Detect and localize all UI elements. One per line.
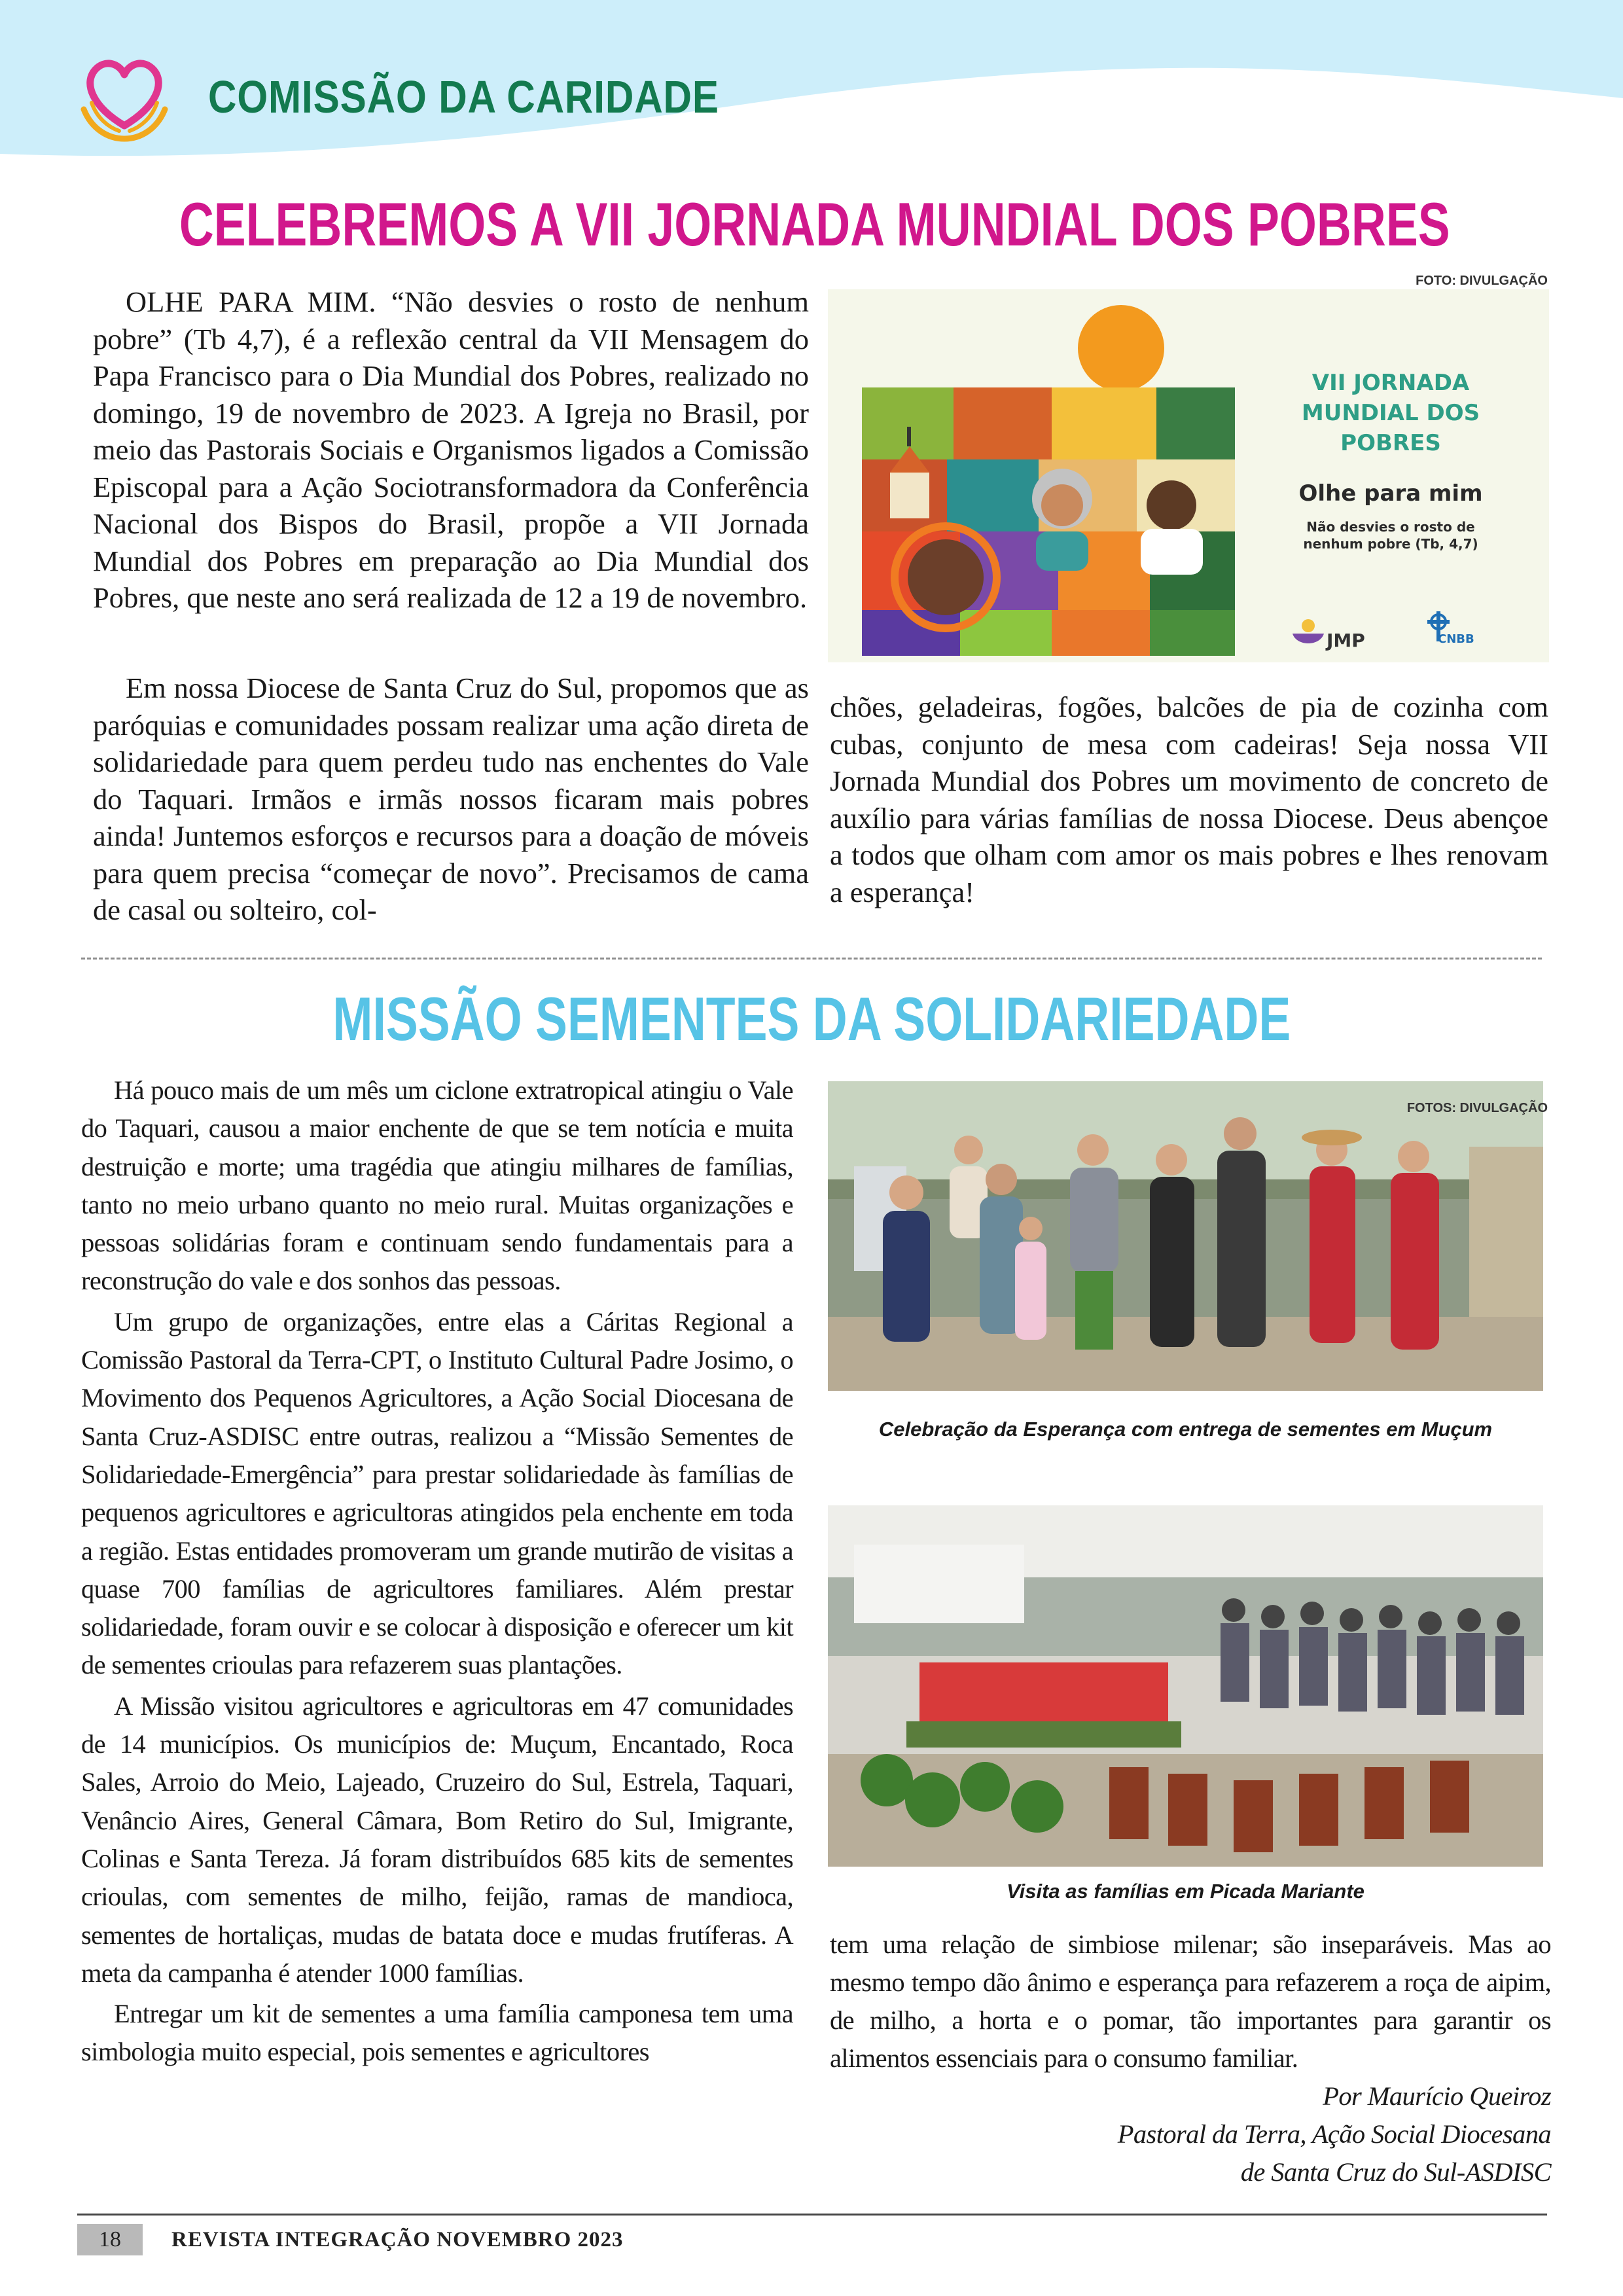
page-number: 18: [77, 2224, 143, 2255]
poster-subtitle: Olhe para mim: [1298, 480, 1483, 507]
article2-paragraph-1: Há pouco mais de um mês um ciclone extratropical atingiu o Vale do Taquari, causou a maior enchente de que se tem notícia e muita destruição e morte; uma tragédia que atingiu milhares de famílias, tanto no meio urbano quanto no meio rural. Muitas organizações e pessoas solidárias foram e continuam sendo fundamentais para a reconstrução do vale e dos sonhos das pessoas.: [81, 1075, 793, 1296]
article2-paragraph-3: A Missão visitou agricultores e agricultoras em 47 comunidades de 14 municípios. Os municípios de: Muçum, Encantado, Roca Sales, Arroio do Meio, Lajeado, Cruzeiro do Sul, Estrela, Taquari, Venâncio Aires, General Câmara, Bom Retiro do Sul, Imigrante, Colinas e Santa Tereza. Já foram distribuídos 685 kits de sementes crioulas, com sementes de milho, feijão, ramas de mandioca, sementes de hortaliças, mudas de batata doce e mudas frutíferas. A meta da campanha é atender 1000 famílias.: [81, 1691, 793, 1988]
article1-column-left-top: [93, 283, 809, 617]
article-divider: [81, 958, 1542, 960]
article2-paragraph-5: tem uma relação de simbiose milenar; são inseparáveis. Mas ao mesmo tempo dão ânimo e esperança para refazerem a roça de aipim, de milho, a horta e o pomar, tão importantes para garantir os alimentos essenciais para o consumo familiar.: [830, 1929, 1551, 2073]
article2-paragraph-2: Um grupo de organizações, entre elas a Cáritas Regional a Comissão Pastoral da Terra-CPT, o Instituto Cultural Padre Josimo, o Movimento dos Pequenos Agricultores, a Ação Social Diocesana de Santa Cruz-ASDISC entre outras, realizou a “Missão Sementes de Solidariedade-Emergência” para prestar solidariedade às famílias de pequenos agricultores e agricultoras atingidos pela enchente em toda a região. Estas entidades promoveram um grande mutirão de visitas a quase 700 famílias de agricultores familiares. Além prestar solidariedade, foram ouvir e se colocar à disposição e oferecer um kit de sementes crioulas para refazerem suas plantações.: [81, 1306, 793, 1680]
article2-paragraph-4: Entregar um kit de sementes a uma família camponesa tem uma simbologia muito especial, pois sementes e agricultores: [81, 1999, 793, 2067]
heart-hands-logo: [79, 47, 170, 145]
photo-visit-picada-mariante: [828, 1505, 1543, 1867]
signature-affiliation-2: de Santa Cruz do Sul-ASDISC: [1240, 2157, 1551, 2187]
photo-visit-illustration: [828, 1505, 1543, 1867]
jmp-logo-icon: [1289, 615, 1328, 655]
signature-affiliation: Pastoral da Terra, Ação Social Diocesana: [1117, 2119, 1551, 2149]
article-signature: [830, 2077, 1551, 2191]
signature-author: Por Maurício Queiroz: [1323, 2081, 1551, 2111]
poster-title: VII JORNADA MUNDIAL DOS POBRES: [1301, 370, 1480, 456]
photo-caption-1: Celebração da Esperança com entrega de sementes em Muçum: [878, 1418, 1493, 1441]
footer-rule: [77, 2214, 1547, 2215]
article1-photo-credit: FOTO: DIVULGAÇÃO: [1416, 274, 1548, 288]
poster-tagline: Não desvies o rosto de nenhum pobre (Tb, 4,7): [1303, 519, 1478, 552]
article2-photo-credit: FOTOS: DIVULGAÇÃO: [1406, 1101, 1548, 1115]
photo-caption-2: Visita as famílias em Picada Mariante: [1007, 1880, 1364, 1903]
article1-headline: CELEBREMOS A VII JORNADA MUNDIAL DOS POBRES: [179, 190, 1450, 259]
article1-paragraph-2: Em nossa Diocese de Santa Cruz do Sul, propomos que as paróquias e comunidades possam realizar uma ação direta de solidariedade para quem perdeu tudo nas enchentes do Vale do Taquari. Irmãos e irmãs nossos ficaram mais pobres ainda! Juntemos esforços e recursos para a doação de móveis para quem precisa “começar de novo”. Precisamos de cama de casal ou solteiro, col-: [93, 672, 809, 926]
photo-celebration-mucum: [828, 1081, 1543, 1391]
article1-paragraph-1: OLHE PARA MIM. “Não desvies o rosto de nenhum pobre” (Tb 4,7), é a reflexão central da VII Mensagem do Papa Francisco para o Dia Mundial dos Pobres, realizado no domingo, 19 de novembro de 2023. A Igreja no Brasil, por meio das Pastorais Sociais e Organismos ligados a Comissão Episcopal para a Ação Sociotransformadora da Conferência Nacional dos Bispos do Brasil, propõe a VII Jornada Mundial dos Pobres em preparação ao Dia Mundial dos Pobres, que neste ano será realizada de 12 a 19 de novembro.: [93, 285, 809, 614]
article2-column-left: [81, 1071, 793, 2072]
poster-logo-jmp: JMP: [1327, 630, 1365, 651]
publication-name: REVISTA INTEGRAÇÃO NOVEMBRO 2023: [171, 2228, 624, 2251]
jornada-poster-image: [828, 289, 1549, 662]
poster-illustration: [828, 289, 1549, 662]
poster-logo-cnbb: CNBB: [1438, 632, 1474, 646]
article2-headline: MISSÃO SEMENTES DA SOLIDARIEDADE: [332, 984, 1291, 1053]
article1-column-right: [830, 689, 1548, 910]
article2-column-right: [830, 1926, 1551, 2191]
section-title: COMISSÃO DA CARIDADE: [208, 71, 719, 122]
article1-column-left-bottom: [93, 670, 809, 929]
photo-celebration-illustration: [828, 1081, 1543, 1391]
article1-paragraph-3: chões, geladeiras, fogões, balcões de pia de cozinha com cubas, conjunto de mesa com cadeiras! Seja nossa VII Jornada Mundial dos Pobres um movimento de concreto de auxílio para várias famílias de nossa Diocese. Deus abençoe a todos que olham com amor os mais pobres e lhes renovam a esperança!: [830, 691, 1548, 908]
